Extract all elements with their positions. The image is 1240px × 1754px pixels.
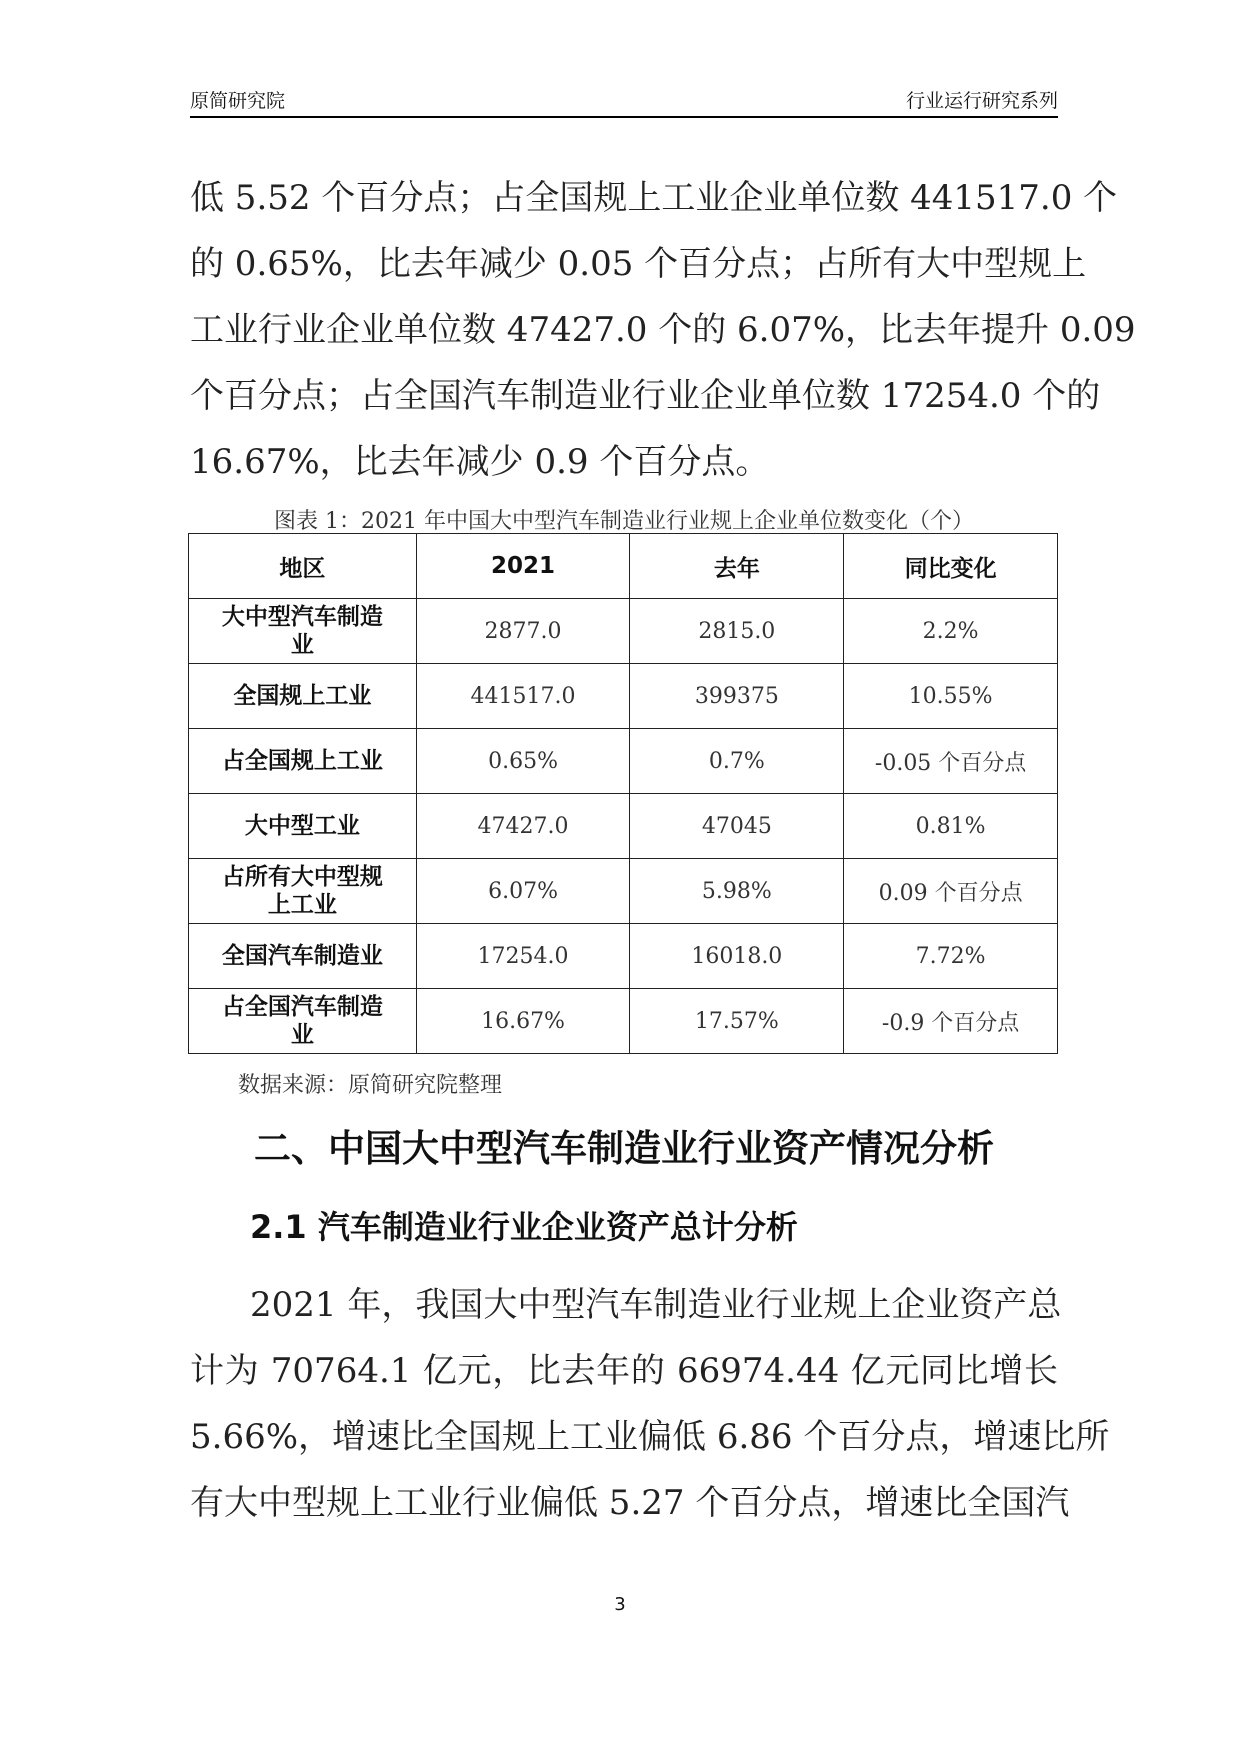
paragraph-line: 的 0.65%，比去年减少 0.05 个百分点；占所有大中型规上 xyxy=(190,244,1087,284)
paragraph-line: 2021 年，我国大中型汽车制造业行业规上企业资产总 xyxy=(250,1285,1062,1325)
cell-2021: 0.65% xyxy=(416,729,630,794)
cell-2021: 47427.0 xyxy=(416,794,630,859)
row-label: 大中型工业 xyxy=(189,794,417,859)
enterprise-count-table xyxy=(188,533,1058,1054)
paragraph-line: 5.66%，增速比全国规上工业偏低 6.86 个百分点，增速比所 xyxy=(190,1417,1110,1457)
paragraph-line: 计为 70764.1 亿元，比去年的 66974.44 亿元同比增长 xyxy=(190,1351,1058,1391)
table-row xyxy=(189,859,1058,924)
cell-change: 7.72% xyxy=(844,924,1058,989)
cell-2021: 16.67% xyxy=(416,989,630,1054)
subsection-heading: 2.1 汽车制造业行业企业资产总计分析 xyxy=(250,1208,798,1246)
cell-2021: 2877.0 xyxy=(416,599,630,664)
header-org-name: 原简研究院 xyxy=(190,90,286,112)
cell-change: -0.05 个百分点 xyxy=(844,729,1058,794)
cell-last-year: 16018.0 xyxy=(630,924,844,989)
paragraph-line: 16.67%，比去年减少 0.9 个百分点。 xyxy=(190,442,770,482)
column-header-last-year: 去年 xyxy=(630,534,844,599)
cell-change: 2.2% xyxy=(844,599,1058,664)
table-row xyxy=(189,989,1058,1054)
cell-last-year: 0.7% xyxy=(630,729,844,794)
row-label: 全国规上工业 xyxy=(189,664,417,729)
column-header-yoy-change: 同比变化 xyxy=(844,534,1058,599)
cell-last-year: 399375 xyxy=(630,664,844,729)
page-header xyxy=(190,86,1058,118)
cell-2021: 6.07% xyxy=(416,859,630,924)
cell-change: 10.55% xyxy=(844,664,1058,729)
cell-change: 0.09 个百分点 xyxy=(844,859,1058,924)
cell-change: 0.81% xyxy=(844,794,1058,859)
paragraph-line: 有大中型规上工业行业偏低 5.27 个百分点，增速比全国汽 xyxy=(190,1483,1070,1523)
cell-2021: 441517.0 xyxy=(416,664,630,729)
cell-last-year: 47045 xyxy=(630,794,844,859)
table-row xyxy=(189,794,1058,859)
row-label: 占全国规上工业 xyxy=(189,729,417,794)
table-header-row xyxy=(189,534,1058,599)
row-label: 占所有大中型规 上工业 xyxy=(189,859,417,924)
paragraph-line: 低 5.52 个百分点；占全国规上工业企业单位数 441517.0 个 xyxy=(190,178,1118,218)
table-caption: 图表 1：2021 年中国大中型汽车制造业行业规上企业单位数变化（个） xyxy=(274,509,974,534)
cell-2021: 17254.0 xyxy=(416,924,630,989)
paragraph-line: 工业行业企业单位数 47427.0 个的 6.07%，比去年提升 0.09 xyxy=(190,310,1136,350)
section-heading: 二、中国大中型汽车制造业行业资产情况分析 xyxy=(254,1127,994,1170)
table-row xyxy=(189,924,1058,989)
cell-last-year: 17.57% xyxy=(630,989,844,1054)
row-label: 占全国汽车制造 业 xyxy=(189,989,417,1054)
cell-change: -0.9 个百分点 xyxy=(844,989,1058,1054)
cell-last-year: 2815.0 xyxy=(630,599,844,664)
column-header-2021: 2021 xyxy=(416,534,630,599)
table-row xyxy=(189,599,1058,664)
column-header-region: 地区 xyxy=(189,534,417,599)
table-source-note: 数据来源：原简研究院整理 xyxy=(238,1073,503,1098)
page-number: 3 xyxy=(614,1594,626,1615)
cell-last-year: 5.98% xyxy=(630,859,844,924)
table-row xyxy=(189,729,1058,794)
row-label: 全国汽车制造业 xyxy=(189,924,417,989)
paragraph-line: 个百分点；占全国汽车制造业行业企业单位数 17254.0 个的 xyxy=(190,376,1101,416)
table-row xyxy=(189,664,1058,729)
header-series-name: 行业运行研究系列 xyxy=(905,90,1058,112)
paragraph-total-assets xyxy=(190,1272,1110,1536)
row-label: 大中型汽车制造 业 xyxy=(189,599,417,664)
paragraph-enterprise-count xyxy=(190,165,1136,495)
